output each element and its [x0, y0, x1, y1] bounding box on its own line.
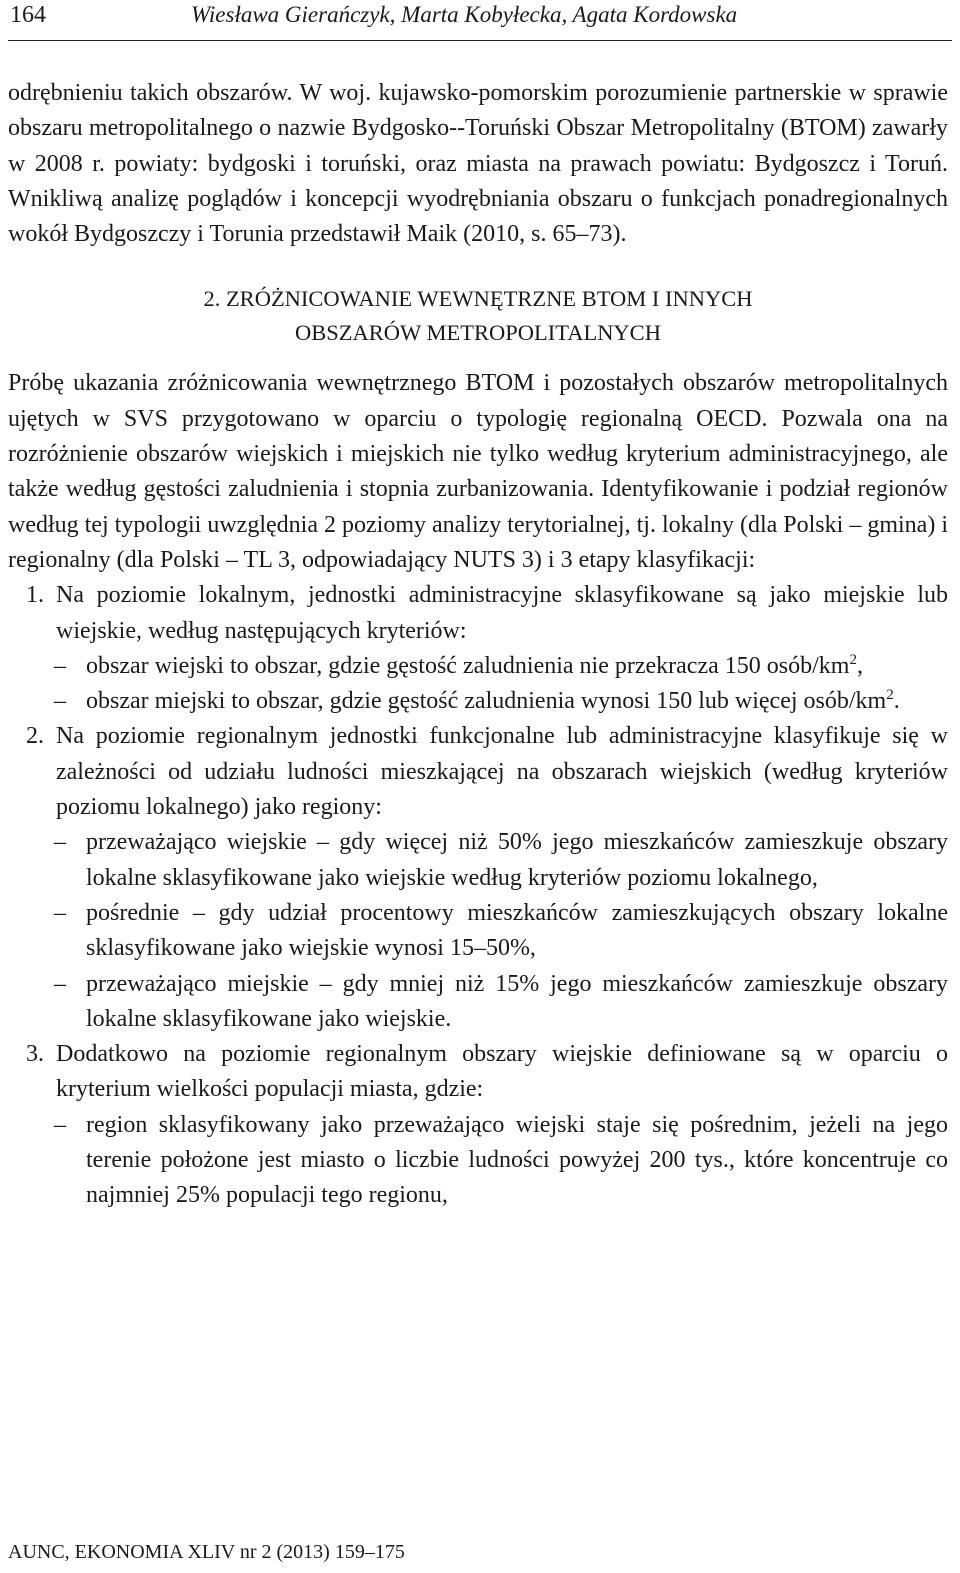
journal-footer: AUNC, EKONOMIA XLIV nr 2 (2013) 159–175: [8, 1541, 405, 1563]
sub-item: [56, 825, 948, 896]
body-paragraph: Próbę ukazania zróżnicowania wewnętrznego BTOM i pozostałych obszarów metropolitalnych ujętych w SVS przygotowano w oparciu o typologię regionalną OECD. Pozwala ona na rozróżnienie obszarów wiejskich i miejskich nie tylko według kryterium administracyjnego, ale także według gęstości zaludnienia i stopnia zurbanizowania. Identyfikowanie i podział regionów według tej typologii uwzględnia 2 poziomy analizy terytorialnej, tj. lokalny (dla Polski – gmina) i regionalny (dla Polski – TL 3, odpowiadający NUTS 3) i 3 etapy klasyfikacji:: [8, 370, 948, 573]
sub-item: [56, 896, 948, 967]
sub-item-text: obszar miejski to obszar, gdzie gęstość zaludnienia wynosi 150 lub więcej osób/km: [86, 688, 887, 715]
punctuation: ,: [856, 652, 863, 679]
running-header: [8, 0, 952, 41]
list-item-1: [8, 578, 948, 719]
sub-item-text: przeważająco wiejskie – gdy więcej niż 50% jego mieszkańców zamieszkuje obszary lokalne sklasyfikowane jako wiejskie według kryteriów poziomu lokalnego,: [86, 829, 948, 891]
header-authors: Wiesława Gierańczyk, Marta Kobyłecka, Agata Kordowska: [191, 2, 738, 27]
list-text: Na poziomie regionalnym jednostki funkcjonalne lub administracyjne klasyfikuje się w zależności od udziału ludności mieszkającej na obszarach wiejskich (według kryteriów poziomu lokalnego) jako regiony:: [56, 723, 948, 821]
dash-bullet: –: [54, 652, 66, 679]
section-heading: [8, 282, 948, 350]
dash-bullet: –: [54, 688, 66, 715]
dash-bullet: –: [54, 899, 66, 926]
superscript: 2: [886, 687, 894, 704]
dash-bullet: –: [54, 1111, 66, 1138]
section-heading-line-1: 2. ZRÓŻNICOWANIE WEWNĘTRZNE BTOM I INNYCH: [203, 286, 753, 312]
dash-bullet: –: [54, 829, 66, 856]
sub-item: [56, 684, 948, 719]
list-text: Dodatkowo na poziomie regionalnym obszary wiejskie definiowane są w oparciu o kryterium wielkości populacji miasta, gdzie:: [56, 1041, 948, 1103]
sub-list: [56, 649, 948, 720]
page-body: [8, 76, 948, 1214]
superscript: 2: [849, 651, 857, 668]
sub-item-text: pośrednie – gdy udział procentowy mieszkańców zamieszkujących obszary lokalne sklasyfikowane jako wiejskie wynosi 15–50%,: [86, 899, 948, 962]
list-item-3: [8, 1037, 948, 1213]
sub-item-text: obszar wiejski to obszar, gdzie gęstość zaludnienia nie przekracza 150 osób/km: [86, 652, 850, 679]
list-text: Na poziomie lokalnym, jednostki administracyjne sklasyfikowane są jako miejskie lub wiejskie, według następujących kryteriów:: [56, 582, 948, 644]
sub-list: [56, 1108, 948, 1214]
sub-item: [56, 1108, 948, 1214]
sub-item-text: region sklasyfikowany jako przeważająco wiejski staje się pośrednim, jeżeli na jego terenie położone jest miasto o liczbie ludności powyżej 200 tys., które koncentruje co najmniej 25% populacji tego regionu,: [86, 1111, 948, 1209]
sub-item: [56, 649, 948, 684]
list-number: 2.: [26, 723, 44, 750]
list-number: 3.: [26, 1041, 44, 1068]
section-heading-line-2: OBSZARÓW METROPOLITALNYCH: [295, 320, 661, 346]
list-item-2: [8, 719, 948, 1037]
intro-paragraph: odrębnieniu takich obszarów. W woj. kujawsko-pomorskim porozumienie partnerskie w sprawie obszaru metropolitalnego o nazwie Bydgosko--Toruński Obszar Metropolitalny (BTOM) zawarły w 2008 r. powiaty: bydgoski i toruński, oraz miasta na prawach powiatu: Bydgoszcz i Toruń. Wnikliwą analizę poglądów i koncepcji wyodrębniania obszaru o funkcjach ponadregionalnych wokół Bydgoszczy i Torunia przedstawił Maik (2010, s. 65–73).: [8, 80, 948, 248]
list-number: 1.: [26, 582, 44, 609]
sub-list: [56, 825, 948, 1037]
classification-list: [8, 578, 948, 1213]
page-number: 164: [10, 2, 46, 28]
dash-bullet: –: [54, 970, 66, 997]
sub-item: [56, 967, 948, 1038]
sub-item-text: przeważająco miejskie – gdy mniej niż 15% jego mieszkańców zamieszkuje obszary lokalne sklasyfikowane jako wiejskie.: [86, 970, 948, 1032]
punctuation: .: [893, 688, 900, 715]
